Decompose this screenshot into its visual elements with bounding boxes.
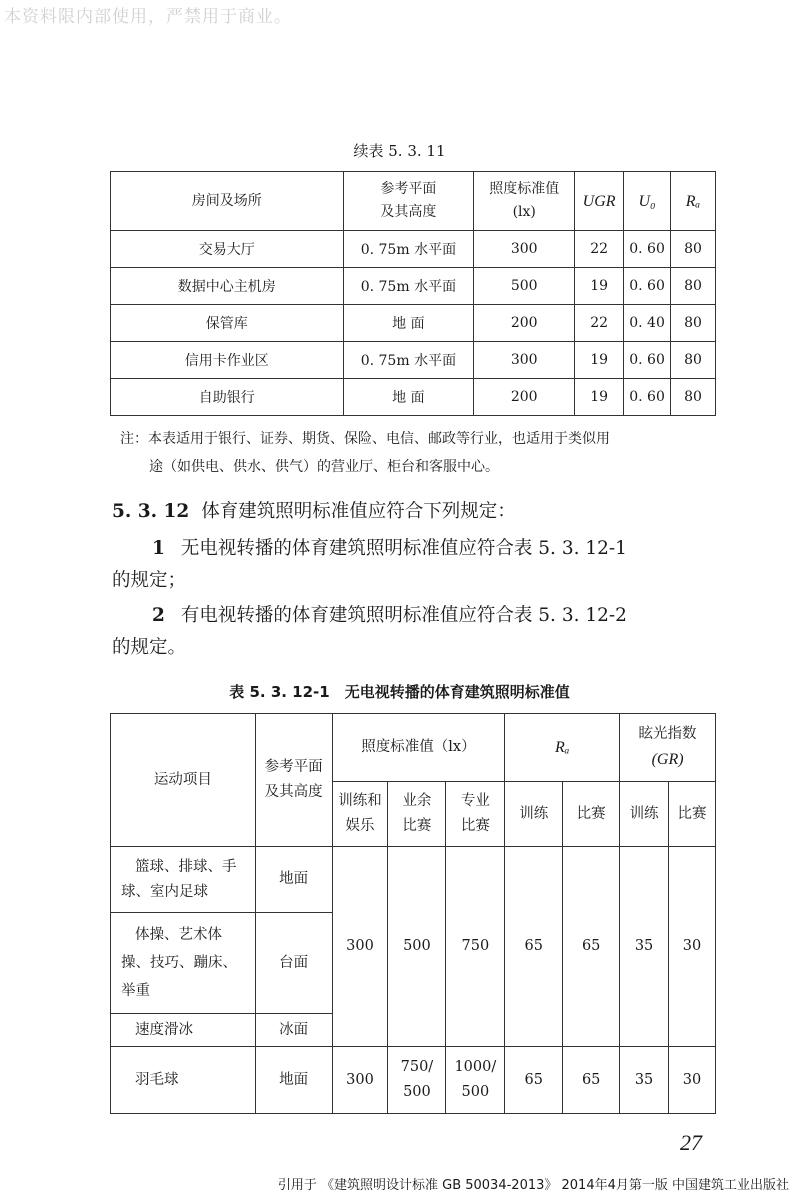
table-row: 篮球、排球、手 球、室内足球 地面 300 500 750 65 65 35 30 [111, 847, 716, 913]
shared-gr-train: 35 [620, 847, 669, 1047]
clause-item-1-tail: 的规定； [112, 570, 187, 591]
table2-header-row1 [111, 714, 716, 782]
header-plane: 参考平面 及其高度 [255, 714, 332, 847]
clause-item-1: 1 无电视转播的体育建筑照明标准值应符合表 5. 3. 12-1 [152, 538, 627, 559]
table-row: 数据中心主机房 0. 75m 水平面 500 19 0. 60 80 [111, 268, 716, 305]
header-ra: Rₐ [505, 714, 620, 782]
table-row: 信用卡作业区 0. 75m 水平面 300 19 0. 60 80 [111, 342, 716, 379]
lighting-table-continued [110, 171, 716, 416]
header-lux-group: 照度标准值（lx） [332, 714, 505, 782]
shared-amateur: 500 [388, 847, 446, 1047]
header-lux: 照度标准值 (lx) [474, 172, 575, 231]
table-note-line2: 途（如供电、供水、供气）的营业厅、柜台和客服中心。 [149, 459, 499, 475]
header-train-rec: 训练和 娱乐 [332, 782, 388, 847]
header-gr-match: 比赛 [669, 782, 716, 847]
header-room: 房间及场所 [111, 172, 344, 231]
shared-ra-match: 65 [563, 847, 620, 1047]
header-pro: 专业 比赛 [446, 782, 505, 847]
header-gr-train: 训练 [620, 782, 669, 847]
header-ra: Rₐ [671, 172, 716, 231]
header-u0: U₀ [624, 172, 671, 231]
table1-header-row [111, 172, 716, 231]
header-ra-match: 比赛 [563, 782, 620, 847]
header-sport: 运动项目 [111, 714, 256, 847]
sports-lighting-table [110, 713, 716, 1114]
table-row: 羽毛球 地面 300 750/ 500 1000/ 500 65 65 35 30 [111, 1047, 716, 1114]
table-note-line1: 注：本表适用于银行、证券、期货、保险、电信、邮政等行业，也适用于类似用 [120, 431, 610, 447]
header-ra-train: 训练 [505, 782, 563, 847]
table1-caption: 续表 5. 3. 11 [353, 142, 446, 160]
page-number: 27 [680, 1130, 702, 1155]
table-row: 自助银行 地 面 200 19 0. 60 80 [111, 379, 716, 416]
clause-item-2: 2 有电视转播的体育建筑照明标准值应符合表 5. 3. 12-2 [152, 605, 627, 626]
table-row: 体操、艺术体 操、技巧、蹦床、 举重 台面 [111, 913, 716, 1014]
shared-ra-train: 65 [505, 847, 563, 1047]
citation-footer: 引用于 《建筑照明设计标准 GB 50034-2013》 2014年4月第一版 中国建筑工业出版社 [277, 1178, 789, 1193]
clause-heading: 5. 3. 12 体育建筑照明标准值应符合下列规定： [112, 501, 516, 522]
shared-gr-match: 30 [669, 847, 716, 1047]
clause-item-2-tail: 的规定。 [112, 637, 187, 658]
header-amateur: 业余 比赛 [388, 782, 446, 847]
header-plane: 参考平面 及其高度 [343, 172, 474, 231]
watermark-text: 本资料限内部使用，严禁用于商业。 [4, 7, 292, 27]
table-row: 交易大厅 0. 75m 水平面 300 22 0. 60 80 [111, 231, 716, 268]
table-row: 保管库 地 面 200 22 0. 40 80 [111, 305, 716, 342]
table2-caption: 表 5. 3. 12-1 无电视转播的体育建筑照明标准值 [229, 683, 570, 701]
shared-pro: 750 [446, 847, 505, 1047]
header-glare: 眩光指数 (GR) [620, 714, 716, 782]
table-row: 速度滑冰 冰面 [111, 1014, 716, 1047]
header-ugr: UGR [575, 172, 624, 231]
shared-train-rec: 300 [332, 847, 388, 1047]
